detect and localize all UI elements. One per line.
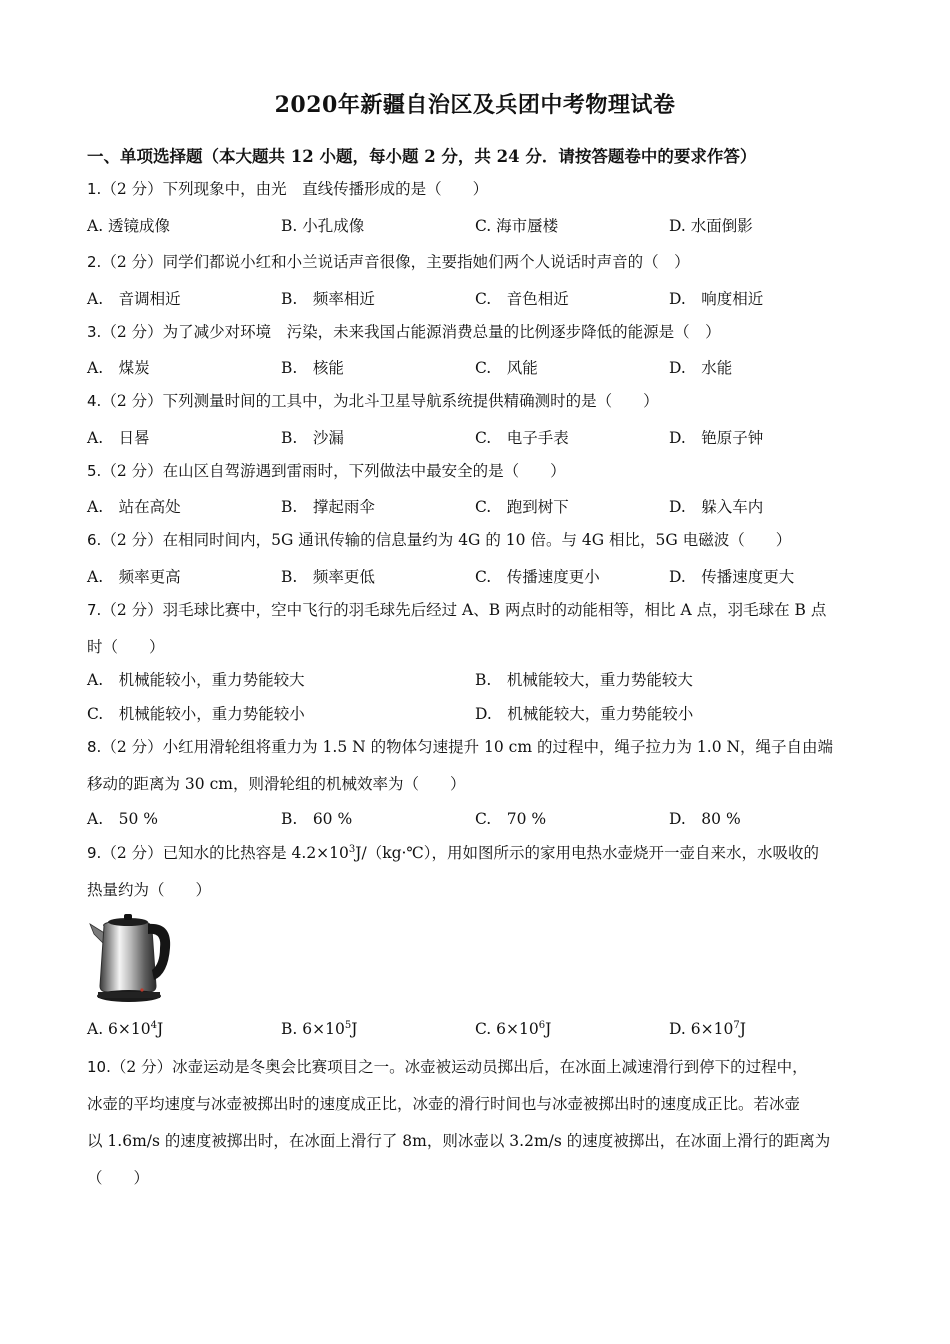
option-c: C. 电子手表 — [475, 429, 569, 447]
option-c: C. 机械能较小，重力势能较小 — [87, 705, 305, 723]
option-b: B. 60 % — [281, 810, 353, 828]
option-a: A. 50 % — [87, 810, 158, 828]
option-c: C. 风能 — [475, 359, 538, 377]
option-a: A. 煤炭 — [87, 359, 150, 377]
question-2-options — [87, 287, 867, 309]
question-number: 2. — [87, 253, 102, 271]
option-d: D. 水面倒影 — [669, 217, 753, 235]
question-8-options — [87, 807, 867, 829]
option-d: D. 响度相近 — [669, 290, 764, 308]
question-1 — [87, 177, 488, 199]
question-number: 10. — [87, 1058, 111, 1076]
option-b: B. 小孔成像 — [281, 217, 365, 235]
option-a: A. 站在高处 — [87, 498, 181, 516]
question-8 — [87, 735, 833, 757]
question-number: 7. — [87, 601, 102, 619]
option-c: C. $6\times 10^6J$ — [475, 1019, 552, 1038]
option-b: B. 频率更低 — [281, 568, 375, 586]
option-a: A. 机械能较小，重力势能较大 — [87, 671, 305, 689]
question-text: （2 分）冰壶运动是冬奥会比赛项目之一。冰壶被运动员掷出后，在冰面上减速滑行到停下的过程中， — [110, 1058, 808, 1076]
question-8-continued: 移动的距离为 30 cm，则滑轮组的机械效率为（ ） — [87, 775, 466, 793]
question-text: （2 分）下列测量时间的工具中，为北斗卫星导航系统提供精确测时的是（ ） — [101, 392, 659, 410]
exponent: 3 — [348, 843, 356, 855]
question-5-options — [87, 495, 867, 517]
question-7-continued: 时（ ） — [87, 638, 165, 656]
question-number: 1. — [87, 180, 102, 198]
option-d: D. 躲入车内 — [669, 498, 764, 516]
question-text: （2 分）为了减少对环境 污染，未来我国占能源消费总量的比例逐步降低的能源是（ ） — [101, 323, 721, 341]
question-text: （2 分）已知水的比热容是 4.2×10 — [101, 844, 349, 862]
option-d: D. 铯原子钟 — [669, 429, 764, 447]
option-a: A. 日晷 — [87, 429, 150, 447]
question-number: 8. — [87, 738, 102, 756]
question-10-line-4: （ ） — [87, 1169, 150, 1187]
option-a: A. $6\times 10^4J$ — [87, 1019, 164, 1038]
option-c: C. 海市蜃楼 — [475, 217, 559, 235]
option-d: D. 机械能较大，重力势能较小 — [475, 705, 694, 723]
question-3 — [87, 320, 721, 342]
option-d: D. $6\times 10^7J$ — [669, 1019, 746, 1038]
option-d: D. 80 % — [669, 810, 741, 828]
question-6-options — [87, 565, 867, 587]
question-text: （2 分）同学们都说小红和小兰说话声音很像，主要指她们两个人说话时声音的（ ） — [101, 253, 690, 271]
question-1-options — [87, 214, 867, 236]
option-c: C. 跑到树下 — [475, 498, 569, 516]
question-9-continued: 热量约为（ ） — [87, 881, 212, 899]
question-number: 6. — [87, 531, 102, 549]
question-number: 9. — [87, 844, 102, 862]
option-b: B. 频率相近 — [281, 290, 375, 308]
electric-kettle-image — [88, 908, 176, 1006]
question-4-options — [87, 426, 867, 448]
question-10-line-2: 冰壶的平均速度与冰壶被掷出时的速度成正比，冰壶的滑行时间也与冰壶被掷出时的速度成正比。若冰壶 — [87, 1095, 801, 1113]
question-9 — [87, 841, 819, 863]
question-2 — [87, 250, 690, 272]
option-b: B. 沙漏 — [281, 429, 344, 447]
option-d: D. 水能 — [669, 359, 733, 377]
option-b: B. 机械能较大，重力势能较大 — [475, 671, 693, 689]
question-7-options-row-1 — [87, 668, 867, 690]
question-6 — [87, 528, 791, 550]
option-c: C. 传播速度更小 — [475, 568, 600, 586]
question-number: 4. — [87, 392, 102, 410]
question-text: （2 分）下列现象中，由光 直线传播形成的是（ ） — [101, 180, 489, 198]
question-7-options-row-2 — [87, 702, 867, 724]
question-text-rest: J/（kg·℃），用如图所示的家用电热水壶烧开一壶自来水，水吸收的 — [355, 844, 820, 862]
option-a: A. 音调相近 — [87, 290, 181, 308]
option-b: B. $6\times 10^5J$ — [281, 1019, 358, 1038]
option-b: B. 撑起雨伞 — [281, 498, 375, 516]
option-c: C. 音色相近 — [475, 290, 569, 308]
question-number: 3. — [87, 323, 102, 341]
option-a: A. 透镜成像 — [87, 217, 171, 235]
question-3-options — [87, 356, 867, 378]
question-text: （2 分）小红用滑轮组将重力为 1.5 N 的物体匀速提升 10 cm 的过程中，绳子拉力为 1.0 N，绳子自由端 — [101, 738, 834, 756]
section-heading: 一、单项选择题（本大题共 12 小题，每小题 2 分，共 24 分．请按答题卷中的要求作答） — [87, 147, 757, 166]
question-4 — [87, 389, 659, 411]
question-10 — [87, 1055, 808, 1077]
question-7 — [87, 598, 826, 620]
question-text: （2 分）羽毛球比赛中，空中飞行的羽毛球先后经过 A、B 两点时的动能相等，相比 A 点，羽毛球在 B 点 — [101, 601, 827, 619]
page-title: 2020年新疆自治区及兵团中考物理试卷 — [274, 92, 676, 118]
question-number: 5. — [87, 462, 102, 480]
option-d: D. 传播速度更大 — [669, 568, 795, 586]
option-b: B. 核能 — [281, 359, 344, 377]
option-c: C. 70 % — [475, 810, 547, 828]
question-5 — [87, 459, 566, 481]
question-text: （2 分）在相同时间内，5G 通讯传输的信息量约为 4G 的 10 倍。与 4G 相比，5G 电磁波（ ） — [101, 531, 792, 549]
question-9-options — [87, 1020, 867, 1042]
option-a: A. 频率更高 — [87, 568, 181, 586]
question-text: （2 分）在山区自驾游遇到雷雨时，下列做法中最安全的是（ ） — [101, 462, 566, 480]
question-10-line-3: 以 1.6m/s 的速度被掷出时，在冰面上滑行了 8m，则冰壶以 3.2m/s 的速度被掷出，在冰面上滑行的距离为 — [87, 1132, 831, 1150]
